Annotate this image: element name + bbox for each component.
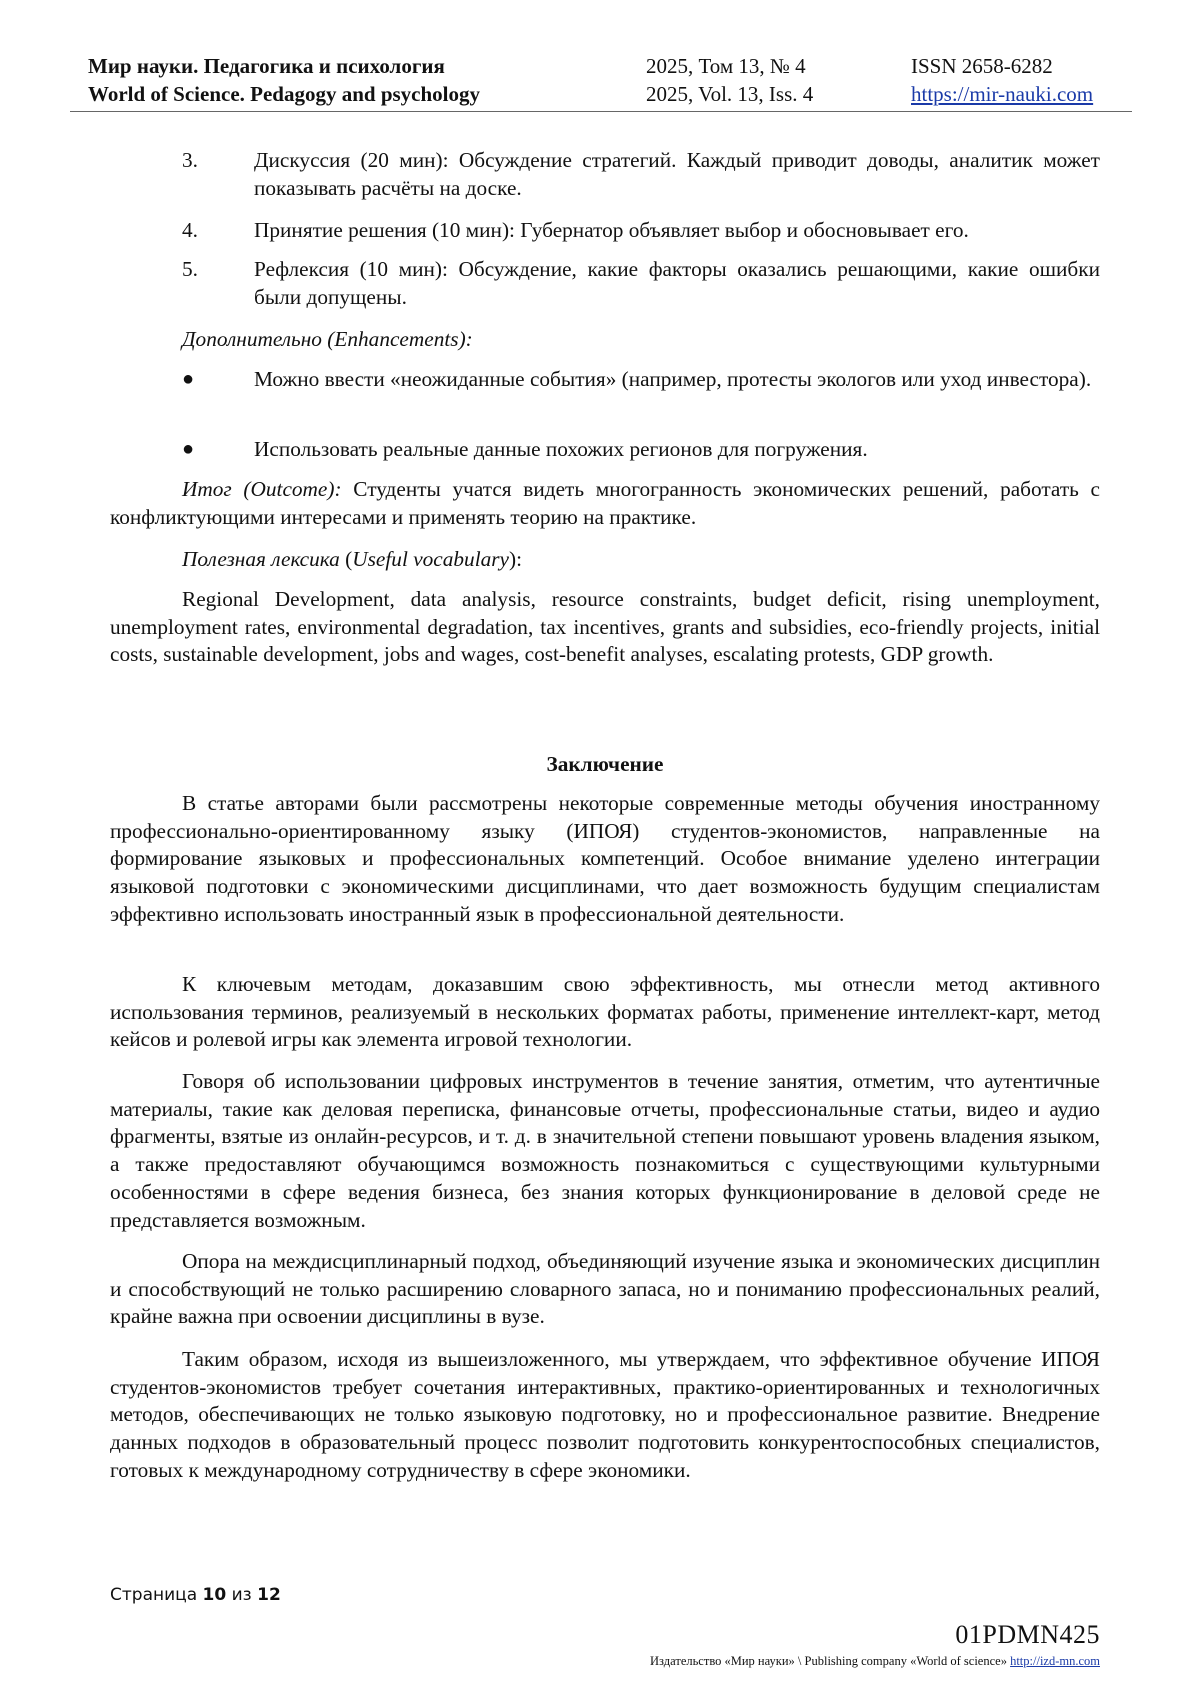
list-item — [110, 147, 1100, 203]
article-code: 01PDMN425 — [955, 1620, 1100, 1649]
journal-title-block — [88, 52, 480, 108]
issn: ISSN 2658-6282 — [911, 54, 1053, 78]
page-total: 12 — [257, 1585, 281, 1605]
list-item — [110, 256, 1100, 312]
journal-title-en: World of Science. Pedagogy and psychology — [88, 82, 481, 106]
list-item — [110, 217, 1100, 245]
bullet-text: Использовать реальные данные похожих регионов для погружения. — [254, 437, 868, 461]
issn-block — [911, 52, 1093, 108]
list-number: 4. — [182, 218, 198, 242]
page-of: из — [231, 1585, 252, 1605]
publisher-link[interactable]: http://izd-mn.com — [1010, 1654, 1100, 1668]
volume-block — [646, 52, 813, 108]
page-current: 10 — [202, 1585, 227, 1605]
paragraph: Опора на междисциплинарный подход, объединяющий изучение языка и экономических дисциплин и способствующий не только расширению словарного запаса, но и пониманию профессиональных реалий, крайне важна при освоении дисциплины в вузе. — [110, 1249, 1100, 1329]
list-text: Принятие решения (10 мин): Губернатор объявляет выбор и обосновывает его. — [254, 218, 969, 242]
bullet-item — [110, 366, 1100, 422]
outcome-paragraph — [110, 476, 1100, 531]
list-text: Рефлексия (10 мин): Обсуждение, какие факторы оказались решающими, какие ошибки были допущены. — [254, 257, 1100, 309]
list-number: 3. — [182, 148, 198, 172]
publisher-line — [650, 1654, 1100, 1669]
page-counter — [110, 1585, 281, 1605]
vocabulary-label-ru: Полезная лексика — [182, 547, 340, 571]
bullet-icon: ● — [182, 368, 195, 390]
outcome-label: Итог (Outcome): — [182, 477, 342, 501]
bullet-item — [110, 436, 1100, 464]
paragraph: К ключевым методам, доказавшим свою эффективность, мы отнесли метод активного использования терминов, реализуемый в нескольких форматах работы, применение интеллект-карт, метод кейсов и ролевой игры как элемента игровой технологии. — [110, 972, 1100, 1052]
outcome-text: Студенты учатся видеть многогранность экономических решений, работать с конфликтующими интересами и применять теорию на практике. — [110, 477, 1101, 529]
journal-header — [70, 52, 1132, 110]
journal-title-ru: Мир науки. Педагогика и психология — [88, 54, 445, 78]
bullet-text: Можно ввести «неожиданные события» (например, протесты экологов или уход инвестора). — [254, 367, 1092, 391]
vocabulary-title: Полезная лексика (Useful vocabulary): — [182, 547, 523, 571]
vocabulary-label-en: Useful vocabulary — [352, 547, 509, 571]
page-word: Страница — [110, 1585, 198, 1605]
vocabulary-text: Regional Development, data analysis, resource constraints, budget deficit, rising unemployment, unemployment rates, environmental degradation, tax incentives, grants and subsidies, eco-friendly projects, initial costs, sustainable development, jobs and wages, cost-benefit analyses, escalating protests, GDP growth. — [110, 587, 1100, 667]
bullet-icon: ● — [182, 438, 195, 460]
paragraph: Говоря об использовании цифровых инструментов в течение занятия, отметим, что аутентичные материалы, такие как деловая переписка, финансовые отчеты, профессиональные статьи, видео и аудио фрагменты, взятые из онлайн-ресурсов, и т. д. в значительной степени повышают уровень владения языком, а также предоставляют обучающимся возможность познакомиться с существующими культурными особенностями в сфере ведения бизнеса, без знания которых функционирование в деловой среде не представляется возможным. — [110, 1069, 1100, 1232]
website-link[interactable]: https://mir-nauki.com — [911, 82, 1094, 106]
paragraph: Таким образом, исходя из вышеизложенного, мы утверждаем, что эффективное обучение ИПОЯ студентов-экономистов требует сочетания интерактивных, практико-ориентированных и технологичных методов, обеспечивающих не только языковую подготовку, но и профессиональное развитие. Внедрение данных подходов в образовательный процесс позволит подготовить конкурентоспособных специалистов, готовых к международному сотрудничеству в сфере экономики. — [110, 1347, 1100, 1482]
paragraph: В статье авторами были рассмотрены некоторые современные методы обучения иностранному профессионально-ориентированному языку (ИПОЯ) студентов-экономистов, направленные на формирование языковых и профессиональных компетенций. Особое внимание уделено интеграции языковой подготовки с экономическими дисциплинами, что дает возможность будущим специалистам эффективно использовать иностранный язык в профессиональной деятельности. — [110, 791, 1100, 926]
volume-ru: 2025, Том 13, № 4 — [646, 54, 806, 78]
volume-en: 2025, Vol. 13, Iss. 4 — [646, 82, 814, 106]
section-heading: Заключение — [546, 752, 664, 776]
list-text: Дискуссия (20 мин): Обсуждение стратегий. Каждый приводит доводы, аналитик может показывать расчёты на доске. — [254, 148, 1100, 200]
publisher-text: Издательство «Мир науки» \ Publishing company «World of science» — [650, 1654, 1007, 1668]
list-number: 5. — [182, 257, 198, 281]
enhancements-title: Дополнительно (Enhancements): — [182, 327, 473, 351]
header-divider — [70, 111, 1132, 112]
